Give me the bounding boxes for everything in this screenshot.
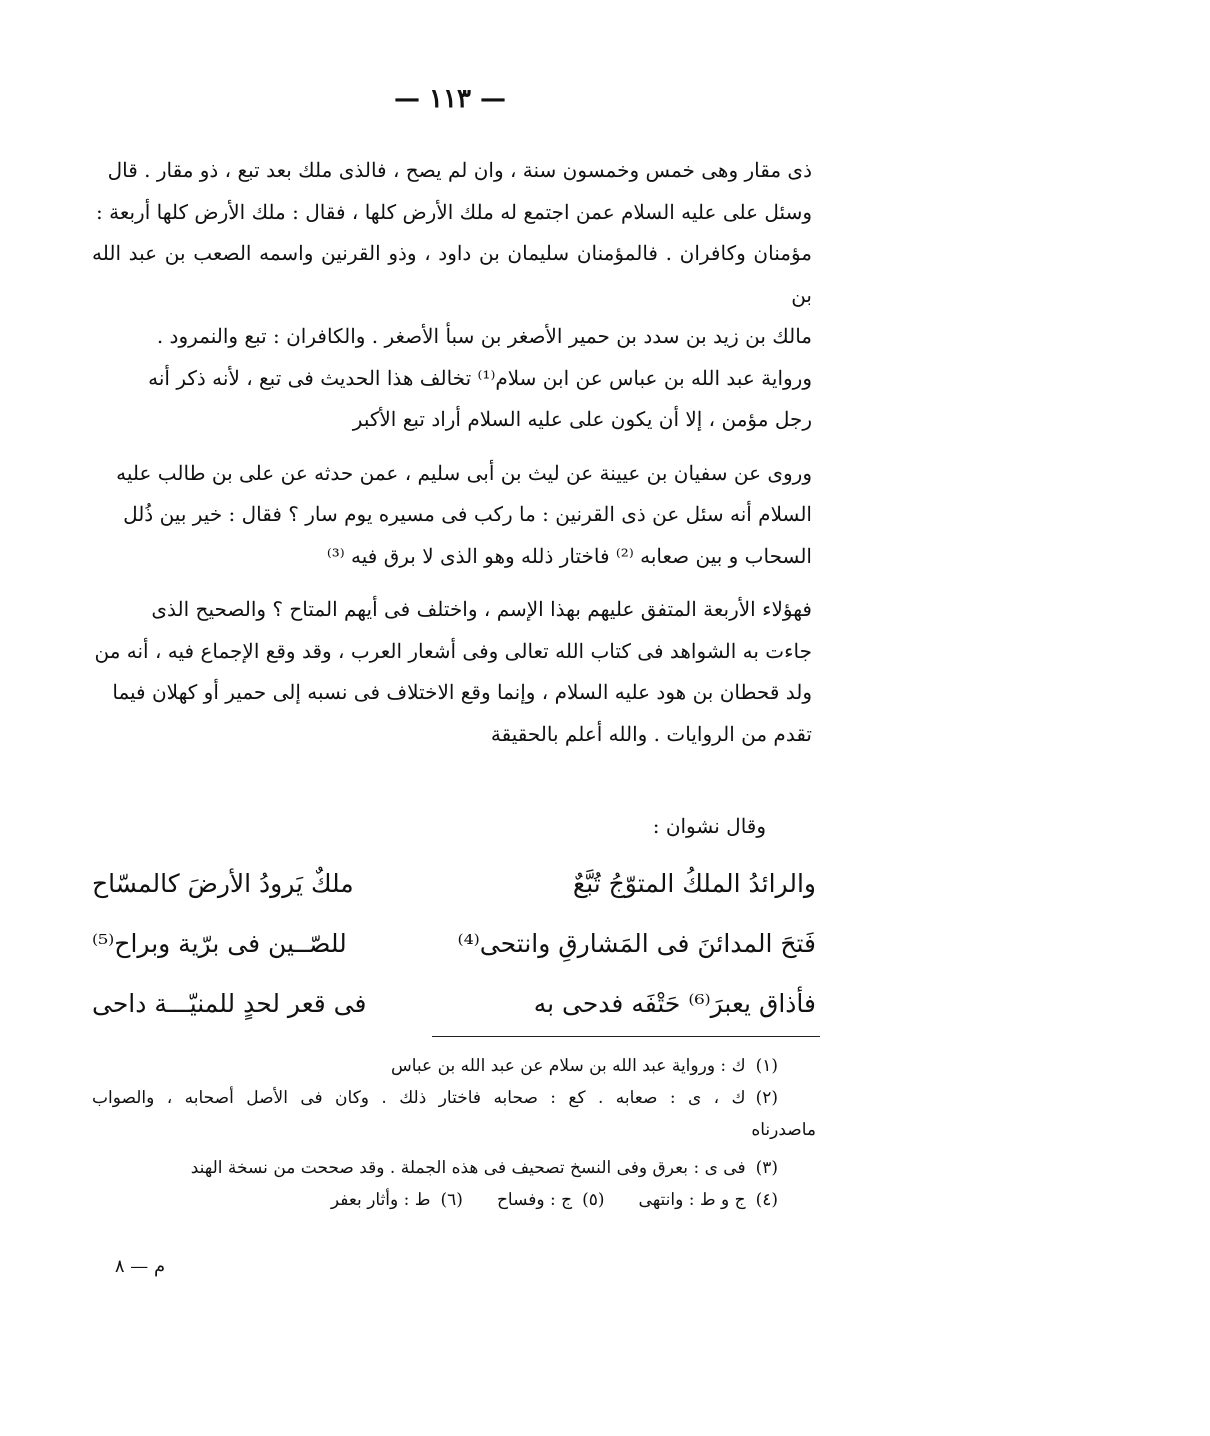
footnote-text: ك : ورواية عبد الله بن سلام عن عبد الله بن عباس [390, 1056, 746, 1076]
page-number: — ١١٣ — [393, 84, 507, 114]
verse-second-hemistich: ملكٌ يَرودُ الأرضَ كالمسّاح [92, 869, 354, 898]
paragraph-2 [92, 453, 812, 578]
footnote-number: (٥) [582, 1190, 605, 1210]
paragraph-1 [92, 150, 812, 441]
text-line: السحاب و بين صعابه ⁽²⁾ فاختار ذلله وهو الذى لا برق فيه ⁽³⁾ [326, 543, 812, 568]
footnote-3 [92, 1152, 778, 1184]
verse-first-hemistich: والرائدُ الملكُ المتوّجُ تُبَّعٌ [572, 869, 816, 898]
footnote-6 [331, 1184, 463, 1216]
footnotes [92, 1050, 816, 1216]
footnote-divider [432, 1036, 820, 1037]
signature-mark: م — ٨ [114, 1256, 166, 1277]
text-line: السلام أنه سئل عن ذى القرنين : ما ركب فى مسيره يوم سار ؟ فقال : خير بين ذُلل [123, 502, 812, 526]
poem-verse [92, 914, 816, 974]
text-line: جاءت به الشواهد فى كتاب الله تعالى وفى أشعار العرب ، وقد وقع الإجماع فيه ، أنه من [94, 638, 812, 663]
footnote-text: ج : وفساح [496, 1190, 573, 1210]
verse-first-hemistich: فأذاق يعبرَ⁽⁶⁾ حَتْفَه فدحى به [533, 989, 816, 1018]
footnote-number: (٦) [440, 1190, 463, 1210]
text-line: وروى عن سفيان بن عيينة عن ليث بن أبى سليم ، عمن حدثه عن على بن طالب عليه [116, 460, 812, 485]
footnote-number: (١) [755, 1056, 778, 1076]
verse-second-hemistich: للصّــين فى برّية وبراح⁽⁵⁾ [92, 929, 347, 958]
text-line: ورواية عبد الله بن عباس عن ابن سلام⁽¹⁾ تخالف هذا الحديث فى تبع ، لأنه ذكر أنه [148, 365, 812, 390]
text-line: ذى مقار وهى خمس وخمسون سنة ، وان لم يصح ، فالذى ملك بعد تبع ، ذو مقار . قال [107, 158, 812, 182]
footnote-text: فى ى : بعرق وفى النسخ تصحيف فى هذه الجملة . وقد صححت من نسخة الهند [190, 1158, 746, 1178]
text-line: وسئل على عليه السلام عمن اجتمع له ملك الأرض كلها ، فقال : ملك الأرض كلها أربعة : [96, 199, 812, 224]
text-line: رجل مؤمن ، إلا أن يكون على عليه السلام أراد تبع الأكبر [352, 407, 812, 431]
poem-verse [92, 974, 816, 1034]
poem-verse [92, 854, 816, 914]
verse-second-hemistich: فى قعر لحدٍ للمنيّـــة داحى [92, 989, 367, 1018]
footnote-number: (٤) [755, 1190, 778, 1210]
footnote-2 [92, 1082, 778, 1114]
footnote-5 [497, 1184, 605, 1216]
footnote-1 [92, 1050, 778, 1082]
verse-first-hemistich: فَتحَ المدائنَ فى المَشارقِ وانتحى⁽⁴⁾ [457, 929, 816, 958]
footnote-text: ك ، ى : صعابه . كع : صحابه فاختار ذلك . وكان فى الأصل أصحابه ، والصواب [92, 1088, 746, 1108]
text-line: مالك بن زيد بن سدد بن حمير الأصغر بن سبأ الأصغر . والكافران : تبع والنمرود . [156, 324, 812, 348]
text-line: مؤمنان وكافران . فالمؤمنان سليمان بن داود ، وذو القرنين واسمه الصعب بن عبد الله بن [92, 241, 812, 307]
text-line: فهؤلاء الأربعة المتفق عليهم بهذا الإسم ، واختلف فى أيهم المتاح ؟ والصحيح الذى [151, 597, 812, 621]
verse-intro: وقال نشوان : [652, 814, 766, 838]
footnote-number: (٣) [755, 1158, 778, 1178]
footnote-group [92, 1184, 778, 1216]
footnote-text: ط : وأثار بعفر [330, 1190, 431, 1210]
main-text [92, 150, 812, 755]
poem [92, 854, 816, 1034]
text-line: تقدم من الروايات . والله أعلم بالحقيقة [490, 721, 812, 746]
footnote-number: (٢) [755, 1088, 778, 1108]
text-line: ولد قحطان بن هود عليه السلام ، وإنما وقع الاختلاف فى نسبه إلى حمير أو كهلان فيما [112, 680, 812, 704]
footnote-4 [639, 1184, 778, 1216]
paragraph-3 [92, 589, 812, 755]
footnote-2-continuation: ماصدرناه [751, 1120, 816, 1140]
footnote-text: ج و ط : وانتهى [638, 1190, 746, 1210]
